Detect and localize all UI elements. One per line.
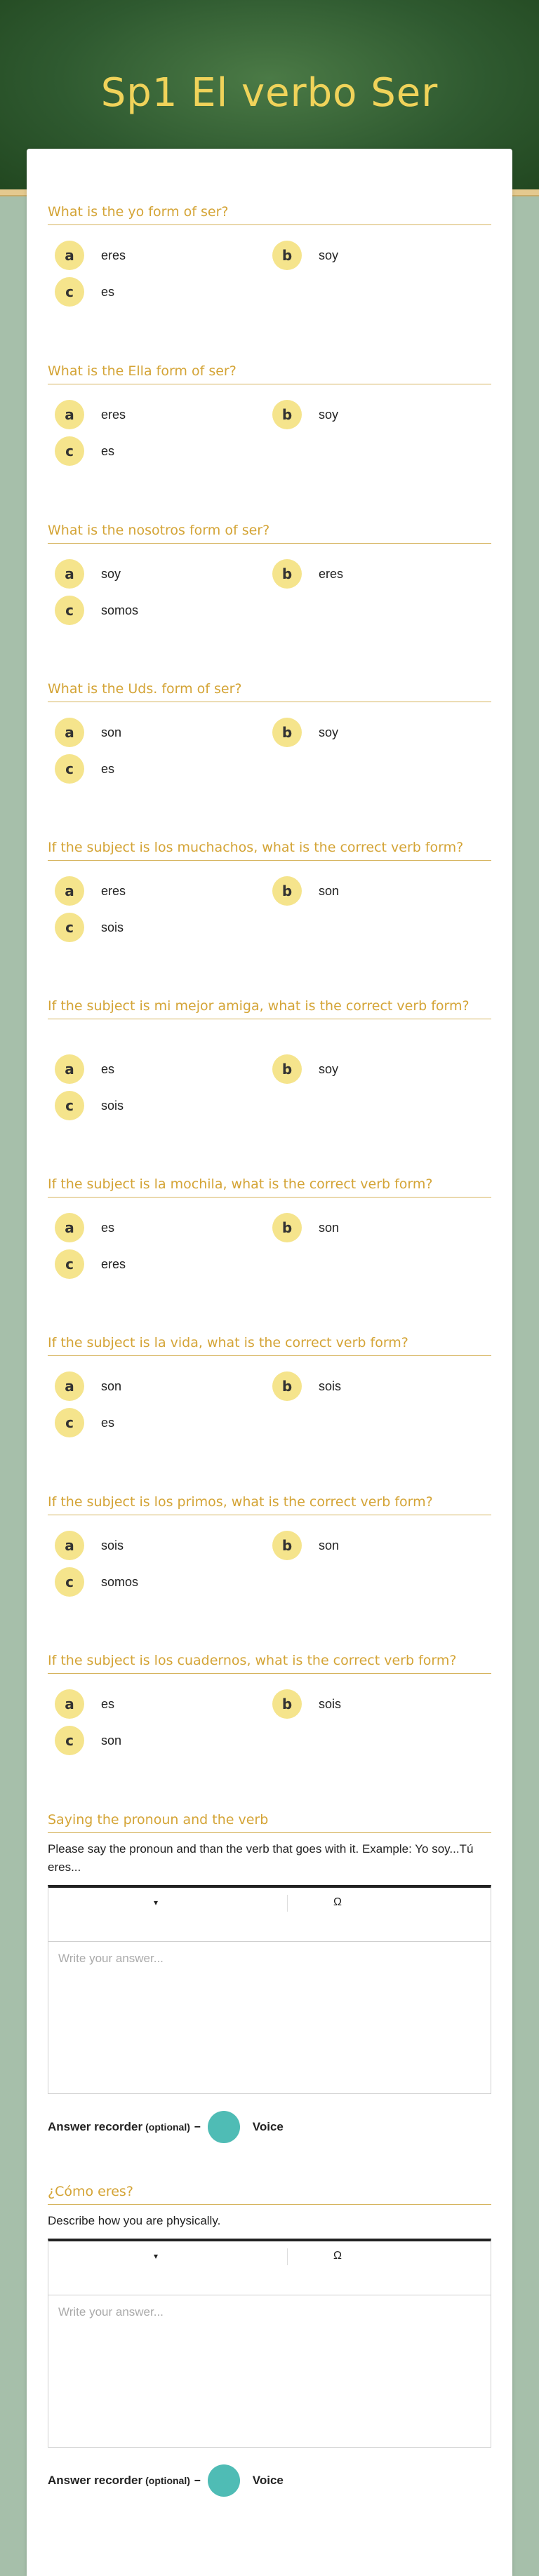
editor-toolbar — [48, 1888, 491, 1942]
answer-textarea[interactable] — [48, 1942, 491, 2093]
option-c[interactable] — [55, 595, 138, 626]
option-letter: a — [55, 559, 84, 589]
option-letter: b — [272, 1371, 302, 1401]
option-letter: b — [272, 400, 302, 429]
question-text: What is the Ella form of ser? — [48, 361, 491, 384]
option-a[interactable] — [55, 1212, 114, 1243]
answer-editor — [48, 1885, 491, 2094]
option-b[interactable] — [272, 1530, 339, 1561]
question-8 — [48, 1333, 491, 1431]
option-label: sois — [101, 1098, 124, 1113]
option-c[interactable] — [55, 1567, 138, 1597]
option-label: soy — [319, 248, 339, 262]
format-dropdown-icon[interactable]: ▾ — [154, 1898, 159, 1907]
option-c[interactable] — [55, 1249, 126, 1280]
answer-placeholder: Write your answer... — [58, 1952, 164, 1965]
record-voice-button[interactable] — [208, 2464, 240, 2497]
question-3 — [48, 521, 491, 619]
toolbar-divider — [287, 1895, 288, 1912]
answer-editor — [48, 2239, 491, 2448]
question-instructions: Please say the pronoun and than the verb that goes with it. Example: Yo soy...Tú eres... — [48, 1842, 474, 1874]
option-c[interactable] — [55, 1407, 114, 1438]
option-label: son — [101, 725, 122, 739]
answer-recorder — [48, 2464, 491, 2497]
question-text: If the subject is los primos, what is the correct verb form? — [48, 1492, 491, 1515]
option-c[interactable] — [55, 1090, 124, 1121]
answer-recorder — [48, 2111, 491, 2143]
special-characters-icon[interactable]: Ω — [333, 2250, 342, 2262]
option-label: es — [101, 1415, 115, 1430]
recorder-label: Answer recorder — [48, 2120, 143, 2133]
option-b[interactable] — [272, 558, 343, 589]
answer-textarea[interactable] — [48, 2295, 491, 2447]
open-question-2 — [48, 2182, 491, 2497]
question-text: Saying the pronoun and the verb — [48, 1810, 491, 1833]
option-b[interactable] — [272, 399, 338, 430]
question-1 — [48, 202, 491, 300]
option-letter: c — [55, 596, 84, 625]
option-a[interactable] — [55, 876, 126, 906]
question-text: What is the nosotros form of ser? — [48, 521, 491, 544]
option-letter: a — [55, 1054, 84, 1084]
option-c[interactable] — [55, 276, 114, 307]
option-letter: c — [55, 1249, 84, 1279]
option-label: son — [319, 883, 340, 898]
option-b[interactable] — [272, 876, 339, 906]
option-label: somos — [101, 603, 139, 617]
question-text: If the subject is los cuadernos, what is the correct verb form? — [48, 1651, 491, 1674]
option-label: soy — [101, 566, 121, 581]
option-letter: c — [55, 1567, 84, 1597]
recorder-optional: (optional) — [145, 2475, 190, 2486]
recorder-optional: (optional) — [145, 2121, 190, 2133]
option-letter: b — [272, 559, 302, 589]
option-label: sois — [101, 1538, 124, 1552]
special-characters-icon[interactable]: Ω — [333, 1896, 342, 1908]
option-b[interactable] — [272, 1054, 338, 1085]
toolbar-divider — [287, 2248, 288, 2265]
option-letter: a — [55, 1531, 84, 1560]
worksheet-paper — [27, 149, 512, 2576]
option-label: eres — [101, 1256, 126, 1271]
option-letter: c — [55, 754, 84, 784]
option-label: es — [101, 443, 115, 458]
option-label: es — [101, 1220, 115, 1235]
option-label: son — [319, 1220, 340, 1235]
option-letter: c — [55, 277, 84, 307]
question-instructions: Describe how you are physically. — [48, 2214, 221, 2227]
option-letter: a — [55, 1213, 84, 1242]
option-label: soy — [319, 725, 339, 739]
option-label: es — [101, 1061, 115, 1076]
option-letter: b — [272, 718, 302, 747]
question-5 — [48, 838, 491, 936]
question-text: What is the Uds. form of ser? — [48, 679, 491, 702]
option-c[interactable] — [55, 912, 124, 943]
option-label: eres — [101, 248, 126, 262]
option-c[interactable] — [55, 753, 114, 784]
voice-label: Voice — [252, 2120, 284, 2133]
option-letter: a — [55, 1371, 84, 1401]
page-title: Sp1 El verbo Ser — [100, 70, 439, 116]
answer-placeholder: Write your answer... — [58, 2305, 164, 2319]
question-9 — [48, 1492, 491, 1590]
option-c[interactable] — [55, 1725, 121, 1756]
option-b[interactable] — [272, 1212, 339, 1243]
option-a[interactable] — [55, 717, 121, 748]
option-label: eres — [101, 883, 126, 898]
option-label: son — [101, 1733, 122, 1747]
option-letter: b — [272, 241, 302, 270]
option-letter: a — [55, 718, 84, 747]
option-a[interactable] — [55, 558, 121, 589]
question-text: If the subject is la vida, what is the correct verb form? — [48, 1333, 491, 1356]
option-label: eres — [101, 407, 126, 422]
option-letter: b — [272, 1689, 302, 1719]
question-6 — [48, 996, 491, 1114]
recorder-dash: – — [194, 2474, 201, 2486]
editor-toolbar — [48, 2241, 491, 2295]
question-text: If the subject is los muchachos, what is the correct verb form? — [48, 838, 491, 861]
option-b[interactable] — [272, 240, 338, 271]
option-b[interactable] — [272, 717, 338, 748]
question-text: If the subject is mi mejor amiga, what is the correct verb form? — [48, 996, 491, 1019]
option-a[interactable] — [55, 1689, 114, 1719]
option-letter: b — [272, 1054, 302, 1084]
option-label: sois — [319, 1378, 342, 1393]
question-7 — [48, 1174, 491, 1273]
question-10 — [48, 1651, 491, 1749]
question-text: ¿Cómo eres? — [48, 2182, 491, 2205]
format-dropdown-icon[interactable]: ▾ — [154, 2251, 159, 2261]
option-a[interactable] — [55, 1054, 114, 1085]
record-voice-button[interactable] — [208, 2111, 240, 2143]
voice-label: Voice — [252, 2474, 284, 2487]
option-label: es — [101, 761, 115, 776]
recorder-dash: – — [194, 2121, 201, 2133]
option-a[interactable] — [55, 1530, 124, 1561]
option-b[interactable] — [272, 1371, 341, 1402]
option-letter: c — [55, 913, 84, 942]
option-label: es — [101, 284, 115, 299]
option-letter: b — [272, 1531, 302, 1560]
option-label: soy — [319, 407, 339, 422]
option-label: son — [101, 1378, 122, 1393]
question-4 — [48, 679, 491, 777]
option-label: son — [319, 1538, 340, 1552]
option-c[interactable] — [55, 436, 114, 467]
option-label: somos — [101, 1574, 139, 1589]
question-text: If the subject is la mochila, what is the correct verb form? — [48, 1174, 491, 1198]
option-a[interactable] — [55, 1371, 121, 1402]
question-2 — [48, 361, 491, 459]
question-text: What is the yo form of ser? — [48, 202, 491, 225]
option-letter: c — [55, 436, 84, 466]
option-label: eres — [319, 566, 344, 581]
option-b[interactable] — [272, 1689, 341, 1719]
option-letter: a — [55, 241, 84, 270]
option-letter: c — [55, 1726, 84, 1755]
option-letter: a — [55, 1689, 84, 1719]
option-letter: a — [55, 876, 84, 906]
option-letter: c — [55, 1091, 84, 1120]
option-label: es — [101, 1696, 115, 1711]
option-label: soy — [319, 1061, 339, 1076]
option-letter: b — [272, 876, 302, 906]
option-letter: a — [55, 400, 84, 429]
option-a[interactable] — [55, 399, 126, 430]
option-label: sois — [101, 920, 124, 934]
option-a[interactable] — [55, 240, 126, 271]
open-question-1 — [48, 1810, 491, 2143]
option-letter: b — [272, 1213, 302, 1242]
option-label: sois — [319, 1696, 342, 1711]
option-letter: c — [55, 1408, 84, 1437]
recorder-label: Answer recorder — [48, 2474, 143, 2487]
